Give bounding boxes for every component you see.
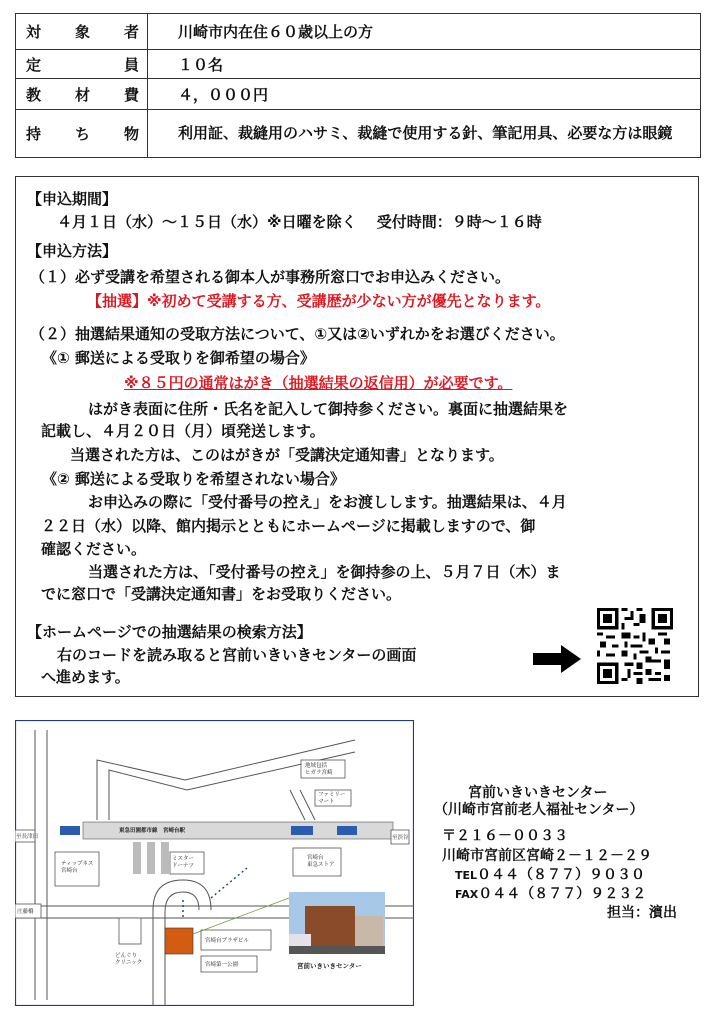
option1-heading: 《① 郵送による受取りを御希望の場合》 — [42, 349, 315, 367]
option2-heading: 《② 郵送による受取りを希望されない場合》 — [42, 470, 345, 488]
arrow-right-icon — [533, 645, 581, 673]
table-row — [16, 50, 701, 79]
option2-line: でに窓口で「受講決定通知書」をお受取りください。 — [41, 585, 402, 603]
map-label: ファミリー — [318, 792, 346, 798]
homepage-heading: 【ホームページでの抽選結果の検索方法】 — [27, 623, 312, 641]
homepage-line: 右のコードを読み取ると宮前いきいきセンターの画面 — [57, 646, 417, 664]
row-label: 持 ち 物 — [16, 110, 148, 158]
item1-text: （１）必ず受講を希望される御本人が事務所窓口でお申込みください。 — [30, 268, 511, 286]
target-value: 川崎市内在住６０歳以上の方 — [148, 14, 701, 50]
center-name: 宮前いきいきセンター — [468, 785, 608, 801]
map-label: 宮崎台 — [61, 868, 78, 874]
period-heading: 【申込期間】 — [27, 190, 118, 208]
map-label: ミスター — [172, 856, 195, 862]
map-label: 宮崎台プラザビル — [205, 938, 250, 944]
map-label: ヒガラ宮崎 — [305, 770, 333, 776]
postal-code: 〒２１６－００３３ — [442, 828, 568, 844]
row-label: 教 材 費 — [16, 79, 148, 110]
map-label: 宮崎第一公園 — [205, 962, 239, 968]
map-label: 宮崎台 — [307, 855, 324, 861]
row-label: 対 象 者 — [16, 14, 148, 50]
qr-code-icon[interactable] — [597, 608, 673, 684]
table-row — [16, 79, 701, 110]
map-label: 至長津田 — [16, 834, 39, 840]
option1-line: 記載し、４月２０日（月）頃発送します。 — [41, 422, 325, 440]
map-label: マート — [318, 799, 335, 805]
table-row — [16, 14, 701, 50]
map-label: 地域包括 — [305, 763, 328, 769]
staff-name: 担当：濱出 — [607, 905, 677, 921]
table-row — [16, 110, 701, 158]
center-address: 川崎市宮前区宮崎２－１２－２９ — [442, 848, 652, 864]
map-label: 宮前いきいきセンター — [297, 962, 362, 970]
map-label: ドーナツ — [172, 863, 194, 869]
belongings-value: 利用証、裁縫用のハサミ、裁縫で使用する針、筆記用具、必要な方は眼鏡 — [148, 110, 701, 158]
option1-line: はがき表面に住所・氏名を記入して御持参ください。裏面に抽選結果を — [88, 400, 569, 418]
center-subname: （川崎市宮前老人福祉センター） — [434, 802, 644, 818]
option2-line: 確認ください。 — [41, 540, 147, 558]
info-table — [15, 13, 701, 158]
center-photo — [289, 892, 385, 954]
tel-line: TEL０４４（８７７）９０３０ — [455, 867, 646, 883]
item2-text: （２）抽選結果通知の受取方法について、①又は②いずれかをお選びください。 — [30, 325, 565, 343]
fee-value: ４，０００円 — [148, 79, 701, 110]
option2-line: ２２日（水）以降、館内掲示とともにホームページに掲載しますので、御 — [41, 517, 536, 535]
fax-line: FAX０４４（８７７）９２３２ — [455, 886, 647, 902]
map-label: クリニック — [115, 960, 143, 966]
map-label: 庄藤橋 — [17, 909, 34, 915]
lottery-note: 【抽選】※初めて受講する方、受講歴が少ない方が優先となります。 — [87, 292, 551, 310]
postcard-note: ※８５円の通常はがき（抽選結果の返信用）が必要です。 — [124, 374, 513, 392]
option2-line: お申込みの際に「受付番号の控え」をお渡しします。抽選結果は、４月 — [88, 493, 567, 511]
capacity-value: １０名 — [148, 50, 701, 79]
map-label: 東急田園都市線 宮崎台駅 — [119, 828, 186, 834]
option2-line: 当選された方は、「受付番号の控え」を御持参の上、５月７日（木）ま — [88, 563, 561, 581]
access-map — [15, 720, 414, 1006]
option1-line: 当選された方は、このはがきが「受講決定通知書」となります。 — [70, 446, 504, 464]
map-label: 東急ストア — [307, 862, 335, 868]
method-heading: 【申込方法】 — [27, 242, 118, 260]
map-label: 至渋谷 — [392, 835, 409, 841]
homepage-line: へ進めます。 — [41, 668, 130, 686]
row-label: 定 員 — [16, 50, 148, 79]
map-label: どんぐり — [115, 953, 138, 959]
period-text: ４月１日（水）～１５日（水）※日曜を除く 受付時間：９時～１６時 — [57, 213, 542, 231]
map-label: ティップネス — [61, 861, 94, 867]
